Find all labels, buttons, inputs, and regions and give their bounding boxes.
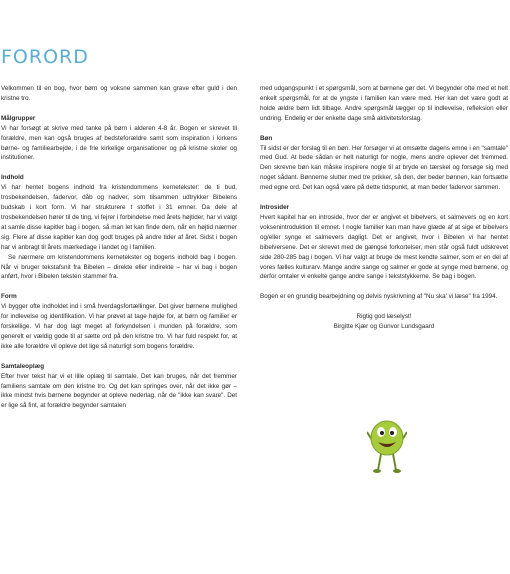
mascot-right-pupil [390,431,394,435]
page-title: FORORD [1,46,89,68]
heading-form: Form [1,293,17,301]
closing-signatures: Birgitte Kjær og Gunvor Lundsgaard [333,323,435,331]
heading-maalgrupper: Målgrupper [1,114,36,122]
heading-indhold: Indhold [1,174,24,182]
paragraph-form: Vi bygger ofte indholdet ind i små hverdagsfortællinger. Det giver børnene mulighed for indlevelse og identifikation. Vi har prøvet at tage højde for, at børn og familier er forskellige. Vi har dog lagt meget af forkyndelsen i munden på forældre, som generelt er vældig gode til at sætte ord på den kristne tro. Vi har fuld respekt for, at ikke alle forældre vil opleve det lige så naturligt som bogens forældre. [1,303,237,350]
paragraph-samtaleoplaeg: Efter hver tekst har vi et lille oplæg til samtale. Det kan bruges, når det fremmer familiens samtale om den kristne tro. Og det kan springes over, når det ikke gør – ikke mindst hvis børnene begynder at opleve nederlag, når de "ikke kan svare". Det er lige så fint, at forældre begynder samtalen [1,372,237,410]
mascot-left-pupil [380,431,384,435]
paragraph-boen: Til sidst er der forslag til en bøn. Her forsøger vi at omsætte dagens emne i en "samtale" med Gud. At bede sådan er helt naturligt for nogle, mens andre oplever det fremmed. Den skrevne bøn kan måske inspirere nogle til at bryde en tærskel og forsøge sig med noget sådant. Bønnerne slutter med tre prikker, så den, der beder bønnen, kan fortsætte med egne ord. Det kan også være på dette tidspunkt, at man beder fadervor sammen. [260,144,508,192]
left-column [1,84,237,421]
paragraph-indhold-2: Se nærmere om kristendommens kernetekster og bogens indhold bag i bogen. Når vi bruger tekstafsnit fra Bibelen – direkte eller indirekte – har vi bag i bogen anført, hvor i Bibelen teksten stammer fra. [1,253,237,281]
paragraph-maalgrupper: Vi har forsøgt at skrive med tanke på børn i alderen 4-8 år. Bogen er skrevet til forældre, men kan også bruges af bedsteforældre samt som inspiration i kirkens børne- og familiearbejde, i de frie kirkelige organisationer og på kristne skoler og institutioner. [1,124,237,162]
mascot-right-leg [393,454,396,470]
mascot-right-foot [393,469,401,473]
heading-boen: Bøn [260,134,273,142]
paragraph-continuation: med udgangspunkt i et spørgsmål, som at børnene gør det. Vi begynder ofte med et helt enkelt spørgsmål, for at de yngste i familien kan være med. Her kan det være godt at holde ældre børn lidt tilbage. Andre spørgsmål lægger op til indlevelse, refleksion eller undring. Endelig er der enkelte dage små aktivitetsforslag. [260,85,508,122]
mascot-left-leg [378,454,381,470]
intro-paragraph: Velkommen til en bog, hvor børn og voksne sammen kan grave efter guld i den kristne tro. [1,85,237,102]
closing-line-1: Rigtig god læselyst! [356,313,412,321]
paragraph-indhold-1: Vi har hentet bogens indhold fra kristendommens kernetekster: de ti bud, trosbekendelsen, fadervor, dåb og nadver, som tilsammen udtrykker Bibelens budskab i kort form. Vi har strukturere t stoffet i 31 emner. Da dele af trosbekendelsen hører til de ting, vi fejrer i forbindelse med årets højtider, har vi valgt at samle disse kapitler bag i bogen, så man let kan finde dem, når en højtid nærmer sig. Flere af disse kapitler kan dog godt bruges på andre tider af året. Sidst i bogen har vi anbragt til årets mærkedage i landet og i familien. [1,184,237,251]
paragraph-introsider: Hvert kapitel har en introside, hvor der er angivet et bibelvers, et salmevers og en kort voksenintroduktion til emnet. I nogle familier kan man have glæde af at sige et bibelvers og/eller synge et salmevers dagligt. Det er angivet, hvor i Bibelen vi har hentet bibelversene. Det er skrevet med de gængse forkortelser, men står også fuldt udskrevet side 280-285 bag i bogen. Vi har valgt at bruge de mest kendte salmer, som er en del af vores fælles kulturarv. Mange andre sange og salmer er gode at synge med børnene, og derfor omtaler vi enkelte gange andre sange i tekststykkerne. Se bag i bogen. [260,213,508,281]
smiling-gold-nugget-mascot-icon [367,414,407,474]
closing-greeting [260,312,508,332]
heading-samtaleoplaeg: Samtaleoplæg [1,362,45,370]
paragraph-bearbejdning: Bogen er en grundig bearbejdning og delvis nyskrivning af "Nu ska' vi læse" fra 1994. [260,293,498,301]
right-column [260,84,508,332]
heading-introsider: Introsider [260,204,290,212]
mascot-body [371,421,403,455]
mascot-left-foot [373,469,381,473]
